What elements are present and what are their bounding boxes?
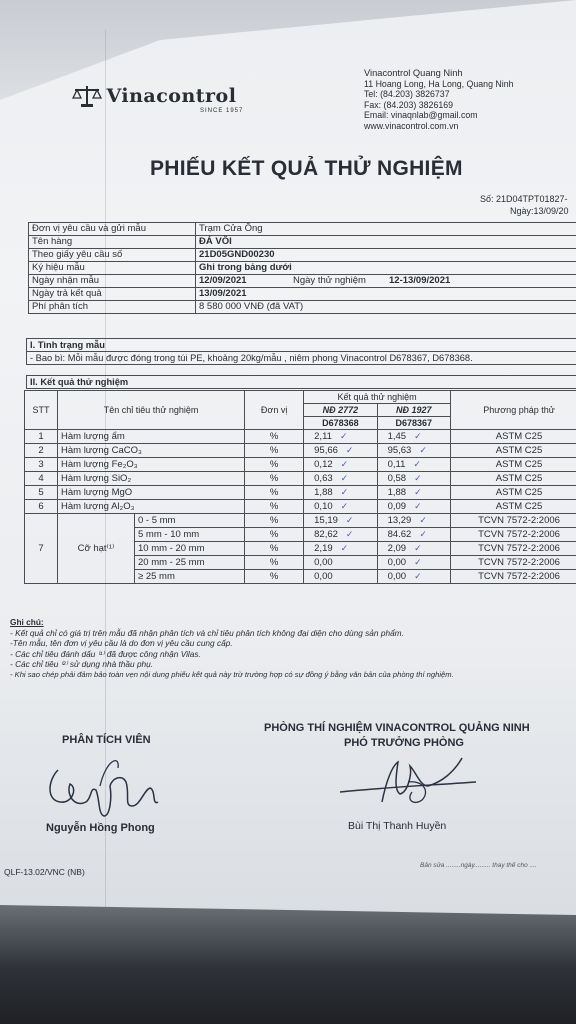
check-mark-icon: ✓	[413, 459, 421, 469]
row-method: TCVN 7572-2:2006	[451, 556, 576, 570]
result-value: 0,12	[314, 459, 333, 470]
check-mark-icon: ✓	[339, 431, 348, 441]
row-name: Hàm lượng MgO	[58, 486, 245, 500]
note-line: - Kết quả chỉ có giá trị trên mẫu đã nhận phân tích và chỉ tiêu phân tích không đại diện cho dùng sản phẩm.	[10, 627, 404, 638]
row-method: ASTM C25	[451, 486, 576, 500]
row-method: TCVN 7572-2:2006	[451, 570, 576, 584]
result-value: 0,63	[314, 473, 333, 484]
result-value: 0,00	[387, 557, 407, 568]
info-value: 8 580 000 VNĐ (đã VAT)	[196, 301, 576, 314]
company-contact	[364, 68, 514, 132]
row-unit: %	[245, 444, 304, 458]
info-value: 12-13/09/2021	[389, 275, 451, 286]
note-line: - Các chỉ tiêu đánh dấu ⁽¹⁾ đã được công nhận Vilas.	[10, 648, 201, 659]
check-mark-icon: ✓	[419, 515, 427, 525]
results-heading-table	[26, 375, 576, 389]
column-header: STT	[25, 391, 58, 430]
scales-logo-icon	[72, 84, 102, 108]
sample-header: D678368	[304, 417, 377, 430]
reference-date: Ngày:13/09/20	[510, 206, 569, 216]
table-row	[27, 339, 576, 352]
document-title: PHIẾU KẾT QUẢ THỬ NGHIỆM	[150, 157, 463, 180]
check-mark-icon: ✓	[414, 543, 422, 553]
grain-size: 20 mm - 25 mm	[135, 556, 245, 570]
column-header: Tên chỉ tiêu thử nghiệm	[58, 391, 245, 430]
grain-size: 0 - 5 mm	[135, 514, 245, 528]
revision-note: Bản sửa ........ngày......... thay thế cho ....	[420, 862, 537, 869]
check-mark-icon: ✓	[414, 571, 422, 581]
table-row	[29, 262, 576, 275]
info-label: Tên hàng	[29, 236, 196, 249]
row-name: Hàm lượng SiO₂	[58, 472, 245, 486]
result-value: 0,00	[387, 571, 407, 582]
row-unit: %	[245, 486, 304, 500]
check-mark-icon: ✓	[340, 459, 349, 469]
table-row	[25, 486, 576, 500]
check-mark-icon: ✓	[414, 473, 422, 483]
table-row	[29, 223, 576, 236]
row-method: ASTM C25	[451, 500, 576, 514]
info-label: Phí phân tích	[29, 301, 196, 314]
contact-line: Email: vinaqnlab@gmail.com	[364, 110, 478, 121]
sample-header: NĐ 1927	[377, 404, 450, 417]
result-value: 1,88	[387, 487, 407, 498]
table-row	[29, 288, 576, 301]
table-row	[25, 514, 576, 528]
note-line: - Các chỉ tiêu ⁽²⁾ sử dụng nhà thầu phụ.	[10, 659, 154, 670]
sample-condition-table	[26, 338, 576, 365]
row-name: Hàm lượng ẩm	[58, 430, 245, 444]
test-results-table	[24, 390, 576, 584]
check-mark-icon: ✓	[414, 501, 422, 511]
table-row	[25, 500, 576, 514]
row-unit: %	[245, 528, 304, 542]
row-stt: 7	[25, 514, 58, 584]
table-header-row	[25, 391, 576, 404]
row-stt: 2	[25, 444, 58, 458]
table-row	[29, 249, 576, 262]
info-value: Trạm Cửa Ông	[196, 223, 576, 236]
row-unit: %	[245, 570, 304, 584]
result-value: 1,45	[387, 431, 407, 442]
result-value: 0,58	[387, 473, 407, 484]
check-mark-icon: ✓	[340, 501, 349, 511]
table-row	[25, 458, 576, 472]
result-value: 0,11	[387, 459, 406, 470]
sample-condition-text: - Bao bì: Mỗi mẫu được đóng trong túi PE, khoảng 20kg/mẫu , niêm phong Vinacontrol D678367, D678368.	[27, 352, 576, 365]
note-line: - Khi sao chép phải đảm bảo toàn vẹn nội dung phiếu kết quả này trừ trường hợp có sự đồng ý bằng văn bản của phòng thí nghiệm.	[10, 669, 454, 679]
row-name: Hàm lượng CaCO₃	[58, 444, 245, 458]
result-value: 2,09	[387, 543, 407, 554]
result-value: 95,66	[314, 445, 338, 456]
result-value: 0,09	[387, 501, 407, 512]
table-row	[27, 352, 576, 365]
section-heading: I. Tình trạng mẫu	[27, 339, 576, 352]
result-value: 15,19	[314, 515, 338, 526]
row-unit: %	[245, 500, 304, 514]
check-mark-icon: ✓	[345, 529, 354, 539]
note-line: -Tên mẫu, tên đơn vị yêu cầu là do đơn vị yêu cầu cung cấp.	[10, 638, 233, 649]
lab-title: PHÒNG THÍ NGHIỆM VINACONTROL QUẢNG NINH	[264, 722, 530, 734]
check-mark-icon: ✓	[345, 445, 354, 455]
result-value: 2,11	[314, 431, 332, 442]
row-unit: %	[245, 472, 304, 486]
contact-line: Fax: (84.203) 3826169	[364, 99, 454, 110]
row-method: ASTM C25	[451, 458, 576, 472]
column-header: Kết quả thử nghiệm	[304, 391, 451, 404]
check-mark-icon: ✓	[419, 529, 427, 539]
row-unit: %	[245, 430, 304, 444]
row-method: ASTM C25	[451, 444, 576, 458]
sample-header: NĐ 2772	[304, 404, 377, 417]
info-label: Theo giấy yêu cầu số	[29, 249, 196, 262]
info-label: Đơn vị yêu cầu và gửi mẫu	[29, 223, 196, 236]
table-row	[25, 444, 576, 458]
reference-number: Số: 21D04TPT01827-	[480, 194, 568, 204]
row-name: Cỡ hạt⁽¹⁾	[58, 514, 135, 584]
row-method: TCVN 7572-2:2006	[451, 528, 576, 542]
check-mark-icon: ✓	[340, 473, 349, 483]
row-name: Hàm lượng Fe₂O₃	[58, 458, 245, 472]
background-floor	[0, 900, 576, 1024]
form-code: QLF-13.02/VNC (NB)	[4, 867, 85, 877]
sample-header: D678367	[377, 417, 450, 430]
info-label: Ngày thử nghiệm	[290, 275, 386, 288]
logo-since: SINCE 1957	[200, 108, 244, 114]
deputy-head-name: Bùi Thị Thanh Huyền	[348, 820, 447, 832]
check-mark-icon: ✓	[414, 431, 422, 441]
company-logo	[72, 84, 244, 114]
notes-block	[10, 617, 454, 681]
info-value: 13/09/2021	[199, 288, 247, 299]
table-row	[29, 301, 576, 314]
deputy-head-signature	[338, 752, 478, 812]
result-value: 2,19	[314, 543, 333, 554]
column-header: Đơn vị	[245, 391, 304, 430]
row-name: Hàm lượng Al₂O₃	[58, 500, 245, 514]
info-value: 21D05GND00230	[199, 249, 275, 260]
row-method: ASTM C25	[451, 472, 576, 486]
result-value: 84.62	[387, 529, 412, 540]
logo-wordmark: Vinacontrol	[106, 85, 237, 107]
request-info-table	[28, 222, 576, 314]
row-stt: 4	[25, 472, 58, 486]
result-value: 0,00	[314, 556, 333, 568]
info-label: Ngày trả kết quả	[29, 288, 196, 301]
row-stt: 5	[25, 486, 58, 500]
row-stt: 1	[25, 430, 58, 444]
table-row	[25, 472, 576, 486]
analyst-name: Nguyễn Hồng Phong	[46, 822, 155, 834]
contact-line: Vinacontrol Quang Ninh	[364, 68, 463, 78]
check-mark-icon: ✓	[340, 487, 349, 497]
section-heading: II. Kết quả thử nghiệm	[27, 376, 576, 389]
row-unit: %	[245, 514, 304, 528]
table-row	[25, 430, 576, 444]
check-mark-icon: ✓	[340, 543, 349, 553]
row-unit: %	[245, 458, 304, 472]
row-method: TCVN 7572-2:2006	[451, 542, 576, 556]
result-value: 95,63	[387, 445, 412, 456]
check-mark-icon: ✓	[414, 487, 422, 497]
info-value: Ghi trong bảng dưới	[199, 262, 292, 273]
result-value: 82,62	[314, 529, 338, 540]
row-stt: 3	[25, 458, 58, 472]
result-value: 1,88	[314, 487, 333, 498]
row-method: ASTM C25	[451, 430, 576, 444]
contact-line: www.vinacontrol.com.vn	[364, 120, 459, 131]
analyst-signature	[40, 750, 170, 820]
column-header: Phương pháp thử	[451, 391, 576, 430]
analyst-title: PHÂN TÍCH VIÊN	[62, 734, 151, 746]
table-row	[27, 376, 576, 389]
table-row	[29, 236, 576, 249]
info-label: Ngày nhận mẫu	[29, 275, 196, 288]
check-mark-icon: ✓	[414, 557, 422, 567]
result-value: 0,10	[314, 501, 333, 512]
info-value: 12/09/2021	[199, 275, 247, 286]
info-value: ĐÁ VÔI	[199, 236, 232, 247]
notes-heading: Ghi chú:	[10, 617, 44, 627]
row-unit: %	[245, 542, 304, 556]
table-row	[29, 275, 576, 288]
check-mark-icon: ✓	[419, 445, 427, 455]
deputy-head-title: PHÓ TRƯỞNG PHÒNG	[344, 737, 464, 749]
check-mark-icon: ✓	[345, 515, 354, 525]
result-value: 0,00	[314, 570, 333, 582]
row-unit: %	[245, 556, 304, 570]
grain-size: 10 mm - 20 mm	[135, 542, 245, 556]
info-label: Ký hiệu mẫu	[29, 262, 196, 275]
grain-size: 5 mm - 10 mm	[135, 528, 245, 542]
row-method: TCVN 7572-2:2006	[451, 514, 576, 528]
grain-size: ≥ 25 mm	[135, 570, 245, 584]
row-stt: 6	[25, 500, 58, 514]
result-value: 13,29	[387, 515, 412, 526]
contact-line: Tel: (84.203) 3826737	[364, 89, 450, 100]
contact-line: 11 Hoang Long, Ha Long, Quang Ninh	[364, 78, 514, 89]
